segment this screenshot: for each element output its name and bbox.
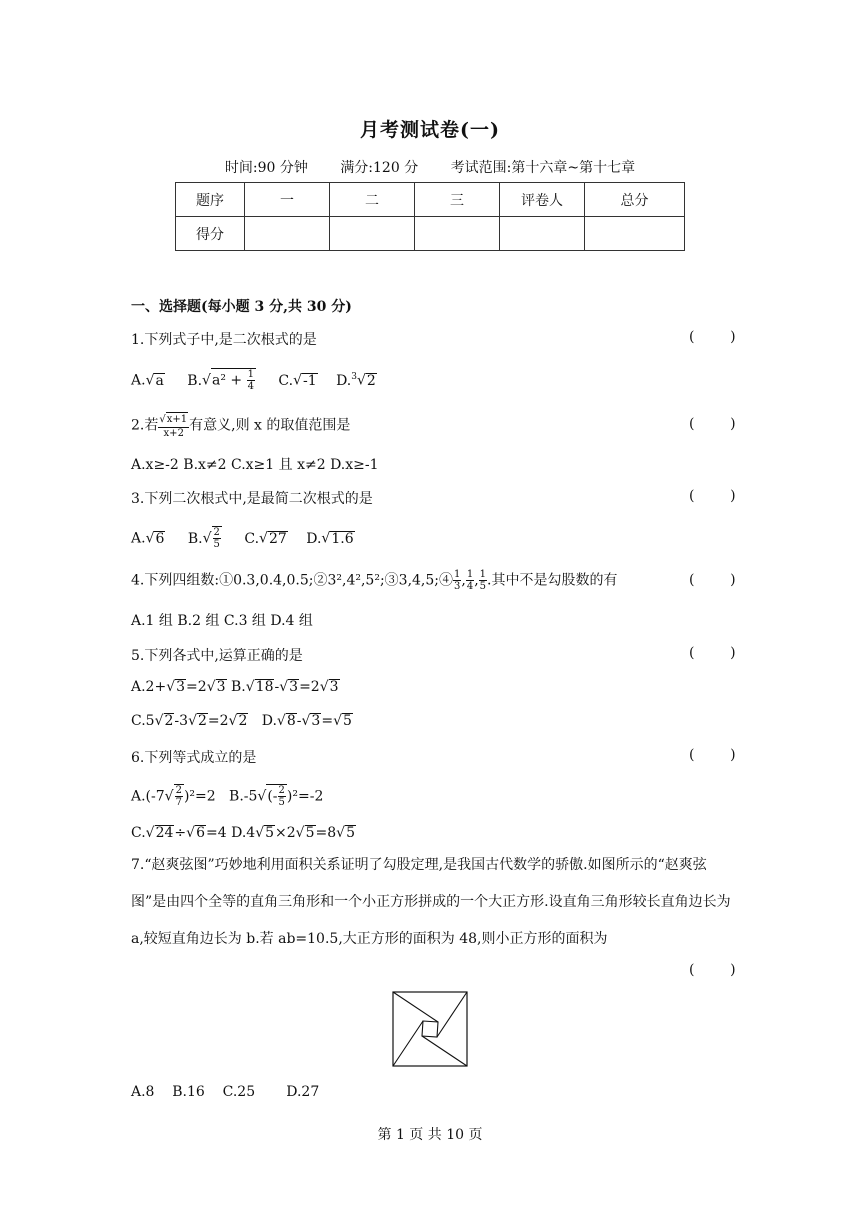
question-2-options: A.x≥-2 B.x≠2 C.x≥1 且 x≠2 D.x≥-1 [131, 457, 379, 473]
question-5-stem: 5.下列各式中,运算正确的是 [131, 648, 303, 664]
inner-square [422, 1021, 438, 1037]
triangle-edge [393, 1021, 423, 1066]
score-cell[interactable] [500, 217, 585, 251]
question-1-options: A.√a B.√a² + $\frac{1}{4}$ C.√-1 D.$^3$√2 [131, 369, 376, 392]
score-row-label: 得分 [176, 217, 245, 251]
page-title: 月考测试卷(一) [360, 119, 500, 141]
exam-meta [0, 157, 860, 177]
score-cell[interactable] [245, 217, 330, 251]
answer-bracket: ( ) [689, 488, 736, 504]
question-7-stem: 7.“赵爽弦图”巧妙地利用面积关系证明了勾股定理,是我国古代数学的骄傲.如图所示的“赵爽弦图”是由四个全等的直角三角形和一个小正方形拼成的一个大正方形.设直角三角形较长直角边长为 a,较短直角边长为 b.若 ab=10.5,大正方形的面积为 48,则小正方形的面积为 [131, 857, 731, 947]
exam-time: 时间:90 分钟 [224, 160, 308, 176]
radicand: a [155, 372, 164, 389]
score-header-cell: 三 [415, 183, 500, 217]
question-6-options-cd: C.√24÷√6=4 D.4√5×2√5=8√5 [131, 825, 355, 841]
radicand: -1 [302, 372, 317, 389]
question-4-options: A.1 组 B.2 组 C.3 组 D.4 组 [131, 613, 313, 629]
triangle-edge [437, 992, 467, 1037]
score-header-cell: 一 [245, 183, 330, 217]
fraction: $\frac{√x+1}{x+2}$ [159, 414, 188, 439]
score-cell[interactable] [585, 217, 685, 251]
score-header-cell: 二 [330, 183, 415, 217]
question-6-stem: 6.下列等式成立的是 [131, 750, 257, 766]
question-3-stem: 3.下列二次根式中,是最简二次根式的是 [131, 491, 373, 507]
answer-bracket: ( ) [689, 416, 736, 432]
question-3-options: A.√6 B.√ $\frac{2}{5}$ C.√27 D.√1.6 [131, 527, 354, 550]
answer-bracket: ( ) [689, 329, 736, 345]
question-1-stem: 1.下列式子中,是二次根式的是 [131, 332, 317, 348]
triangle-edge [422, 1036, 467, 1066]
radicand: 2 [366, 372, 376, 389]
outer-square [393, 992, 467, 1066]
score-header-cell: 总分 [585, 183, 685, 217]
score-header-cell: 评卷人 [500, 183, 585, 217]
question-7-options: A.8 B.16 C.25 D.27 [131, 1084, 320, 1100]
question-4-stem: 4.下列四组数:①0.3,0.4,0.5;②3²,4²,5²;③3,4,5;④ $\frac{1}{3}$ , $\frac{1}{4}$ , $\frac{1}{5}$ .其中不是勾股数的有 [131, 569, 618, 592]
question-6-options-ab: A.(-7√ $\frac{2}{7}$ )²=2 B.-5√(- $\frac{2}{5}$ )²=-2 [131, 785, 324, 808]
score-table [175, 182, 685, 251]
question-2-stem: 2.若 $\frac{√x+1}{x+2}$ 有意义,则 x 的取值范围是 [131, 414, 351, 439]
score-table-score-row [176, 217, 685, 251]
zhao-shuang-diagram [392, 991, 468, 1067]
question-5-options-cd: C.5√2-3√2=2√2 D.√8-√3=√5 [131, 713, 352, 729]
score-cell[interactable] [330, 217, 415, 251]
exam-full-score: 满分:120 分 [340, 160, 419, 176]
answer-bracket: ( ) [689, 962, 736, 978]
answer-bracket: ( ) [689, 747, 736, 763]
score-table-header-row [176, 183, 685, 217]
radicand: a² + $\frac{1}{4}$ [211, 369, 254, 392]
section-title: 一、选择题(每小题 3 分,共 30 分) [131, 299, 352, 315]
score-header-cell: 题序 [176, 183, 245, 217]
page-footer: 第 1 页 共 10 页 [377, 1127, 483, 1143]
exam-range: 考试范围:第十六章~第十七章 [450, 160, 636, 176]
question-5-options-ab: A.2+√3=2√3 B.√18-√3=2√3 [131, 679, 339, 695]
answer-bracket: ( ) [689, 645, 736, 661]
score-cell[interactable] [415, 217, 500, 251]
triangle-edge [393, 992, 438, 1022]
answer-bracket: ( ) [689, 572, 736, 588]
